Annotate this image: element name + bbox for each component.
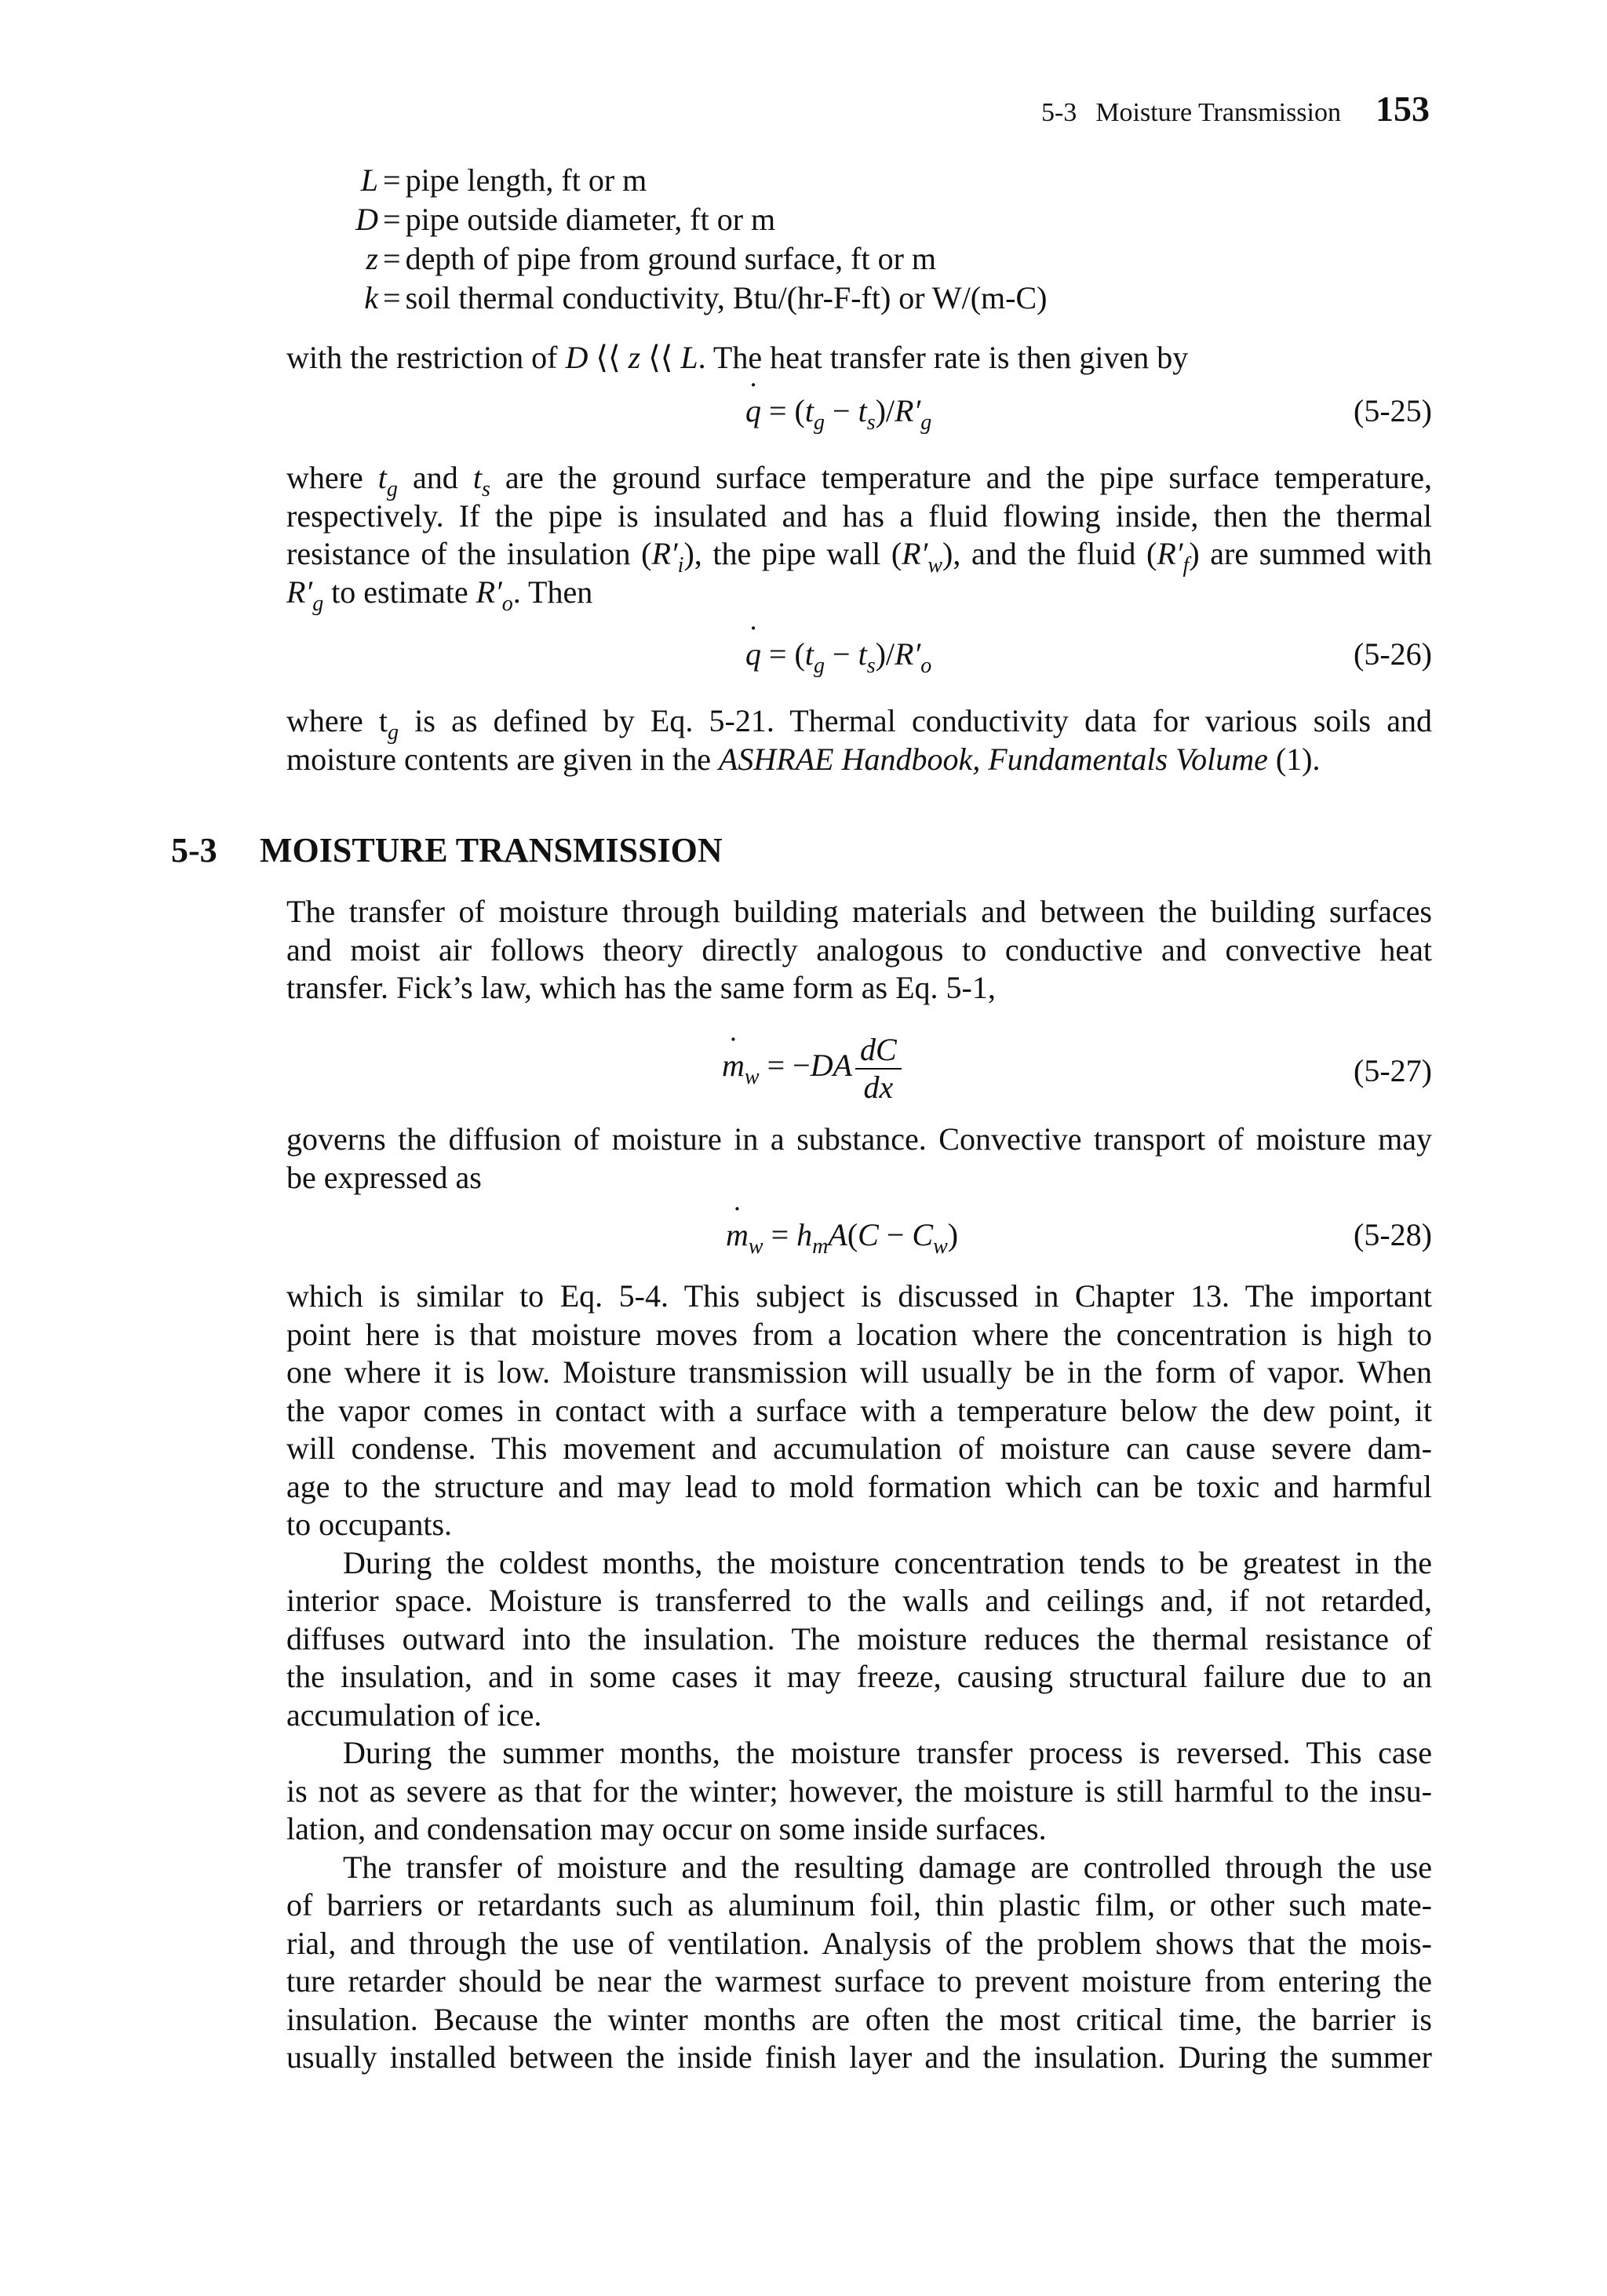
definition-item: L = pipe length, ft or m	[360, 162, 647, 198]
equation-body: m $˙_w = -DA$ $\frac{dC}{dx}$	[722, 1032, 905, 1106]
section-heading-title: MOISTURE TRANSMISSION	[260, 831, 723, 869]
equation-5-26	[286, 636, 1432, 683]
equation-body: m $˙_w = h_mA(C - C_w)$	[726, 1216, 958, 1253]
paragraph-intro: The transfer of moisture through building materials and between the building surfaces and moist air follows theory directly analogous to conductive and convective heat transfer. Fick’s law, which has the same form as Eq. 5-1,	[286, 894, 1432, 1005]
equation-number: (5-25)	[1354, 393, 1432, 428]
equation-5-25	[286, 392, 1432, 439]
equation-number: (5-27)	[1354, 1053, 1432, 1088]
definition-item: k = soil thermal conductivity, Btu/(hr-F-ft) or W/(m-C)	[364, 280, 1048, 315]
paragraph-diffusion: governs the diffusion of moisture in a substance. Convective transport of moisture may be expressed as	[286, 1121, 1432, 1195]
section-heading	[171, 830, 723, 870]
equation-number: (5-26)	[1354, 636, 1432, 672]
running-title	[1041, 98, 1341, 128]
equation-body: q ˙ = $(t_g - t_s)/R'_g$	[745, 392, 931, 429]
definition-item: z = depth of pipe from ground surface, ft or m	[366, 241, 937, 276]
equation-5-27	[286, 1032, 1432, 1110]
equation-number: (5-28)	[1354, 1217, 1432, 1252]
section-heading-number: 5-3	[171, 831, 217, 869]
running-header	[1041, 88, 1430, 135]
paragraph-temperatures: where $t_g$ and $t_s$ are the ground surface temperature and the pipe surface temperature, respectively. If the pipe is insulated and has a fluid flowing inside, then the thermal resistance of the insulation $(R'_i)$, the pipe wall $(R'_w)$, and the fluid $(R'_f)$ are summed with $R'_g$ to estimate $R'_o$. Then	[286, 460, 1433, 616]
running-section-number: 5-3	[1040, 98, 1077, 127]
equation-5-28	[286, 1216, 1432, 1263]
equation-body: q ˙ = $(t_g - t_s)/R'_o$	[745, 636, 931, 672]
definition-item: D = pipe outside diameter, ft or m	[355, 202, 776, 237]
paragraph-conductivity: where $t_g$ is as defined by Eq. 5-21. Thermal conductivity data for various soils and moisture contents are given in the ASHRAE Handbook, Fundamentals Volume (1).	[286, 703, 1432, 777]
paragraph-restriction: with the restriction of D ⟨⟨ z ⟨⟨ L. The heat transfer rate is then given by	[286, 340, 1189, 375]
page-number: 153	[1376, 89, 1430, 129]
paragraph-moisture-movement: which is similar to Eq. 5-4. This subject is discussed in Chapter 13. The important point here is that moisture moves from a location where the concentration is high to one where it is low. Moisture transmission will usually be in the form of vapor. When the vapor comes in contact with a surface with a temperature below the dew point, it will condense. This movement and accumulation of moisture can cause severe dam- age to the structure and may lead to mold formation which can be toxic and harmful to occupants. During the coldest months, the moisture concentration tends to be greatest in the interior space. Moisture is transferred to the walls and ceilings and, if not retarded, diffuses outward into the insulation. The moisture reduces the thermal resistance of the insulation, and in some cases it may freeze, causing structural failure due to an accumulation of ice. During the summer months, the moisture transfer process is reversed. This case is not as severe as that for the winter; however, the moisture is still harmful to the insu- lation, and condensation may occur on some inside surfaces. The transfer of moisture and the resulting damage are controlled through the use of barriers or retardants such as aluminum foil, thin plastic film, or other such mate- rial, and through the use of ventilation. Analysis of the problem shows that the mois- ture retarder should be near the warmest surface to prevent moisture from entering the insulation. Because the winter months are often the most critical time, the barrier is usually installed between the inside finish layer and the insulation. During the summer	[286, 1278, 1432, 2075]
variable-definitions	[330, 161, 1048, 318]
running-section-title: Moisture Transmission	[1095, 98, 1341, 127]
